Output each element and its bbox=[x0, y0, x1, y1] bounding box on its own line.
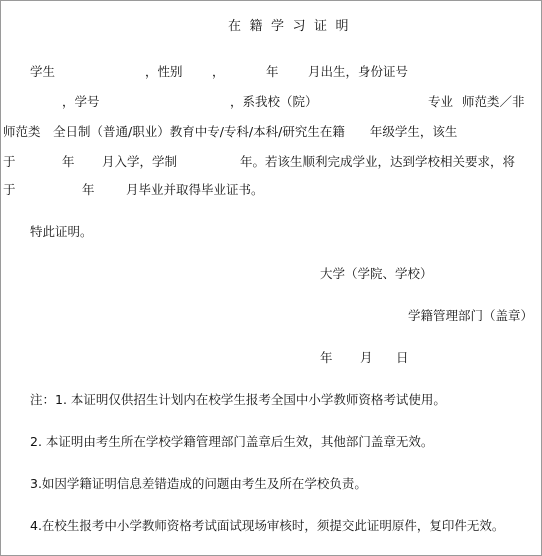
student-id-label: ，学号 bbox=[62, 94, 100, 109]
teacher-type-label: 师范类／非 bbox=[462, 94, 525, 109]
date-year-label: 年 bbox=[320, 350, 333, 365]
comma-text: ， bbox=[212, 64, 225, 79]
birth-month-label: 月出生，身份证号 bbox=[308, 64, 409, 79]
document-title: 在籍学习证明 bbox=[228, 19, 358, 34]
note-3: 3.如因学籍证明信息差错造成的问题由考生及所在学校负责。 bbox=[30, 476, 367, 491]
birth-year-label: 年 bbox=[266, 64, 279, 79]
graduate-prefix: 于 bbox=[3, 182, 16, 197]
duration-label: 年。若该生顺利完成学业，达到学校相关要求，将 bbox=[240, 154, 516, 169]
note-2: 2. 本证明由考生所在学校学籍管理部门盖章后生效，其他部门盖章无效。 bbox=[30, 434, 434, 449]
gender-label: ，性别 bbox=[145, 64, 183, 79]
major-label: 专业 bbox=[428, 94, 454, 109]
certify-text: 特此证明。 bbox=[30, 224, 93, 239]
date-day-label: 日 bbox=[396, 350, 409, 365]
education-type-text: 师范类 全日制（普通/职业）教育中专/专科/本科/研究生在籍 年级学生，该生 bbox=[3, 124, 458, 139]
enroll-prefix: 于 bbox=[3, 154, 16, 169]
school-label: ，系我校（院） bbox=[230, 94, 318, 109]
enroll-year-label: 年 bbox=[62, 154, 75, 169]
student-label: 学生 bbox=[30, 64, 56, 79]
note-4: 4.在校生报考中小学教师资格考试面试现场审核时，须提交此证明原件，复印件无效。 bbox=[30, 518, 505, 533]
school-signature: 大学（学院、学校） bbox=[320, 266, 433, 281]
enroll-month-label: 月入学，学制 bbox=[102, 154, 178, 169]
department-signature: 学籍管理部门（盖章） bbox=[408, 308, 534, 323]
note-1: 注：1. 本证明仅供招生计划内在校学生报考全国中小学教师资格考试使用。 bbox=[30, 392, 446, 407]
graduate-month-label: 月毕业并取得毕业证书。 bbox=[126, 182, 264, 197]
graduate-year-label: 年 bbox=[82, 182, 95, 197]
date-month-label: 月 bbox=[360, 350, 373, 365]
